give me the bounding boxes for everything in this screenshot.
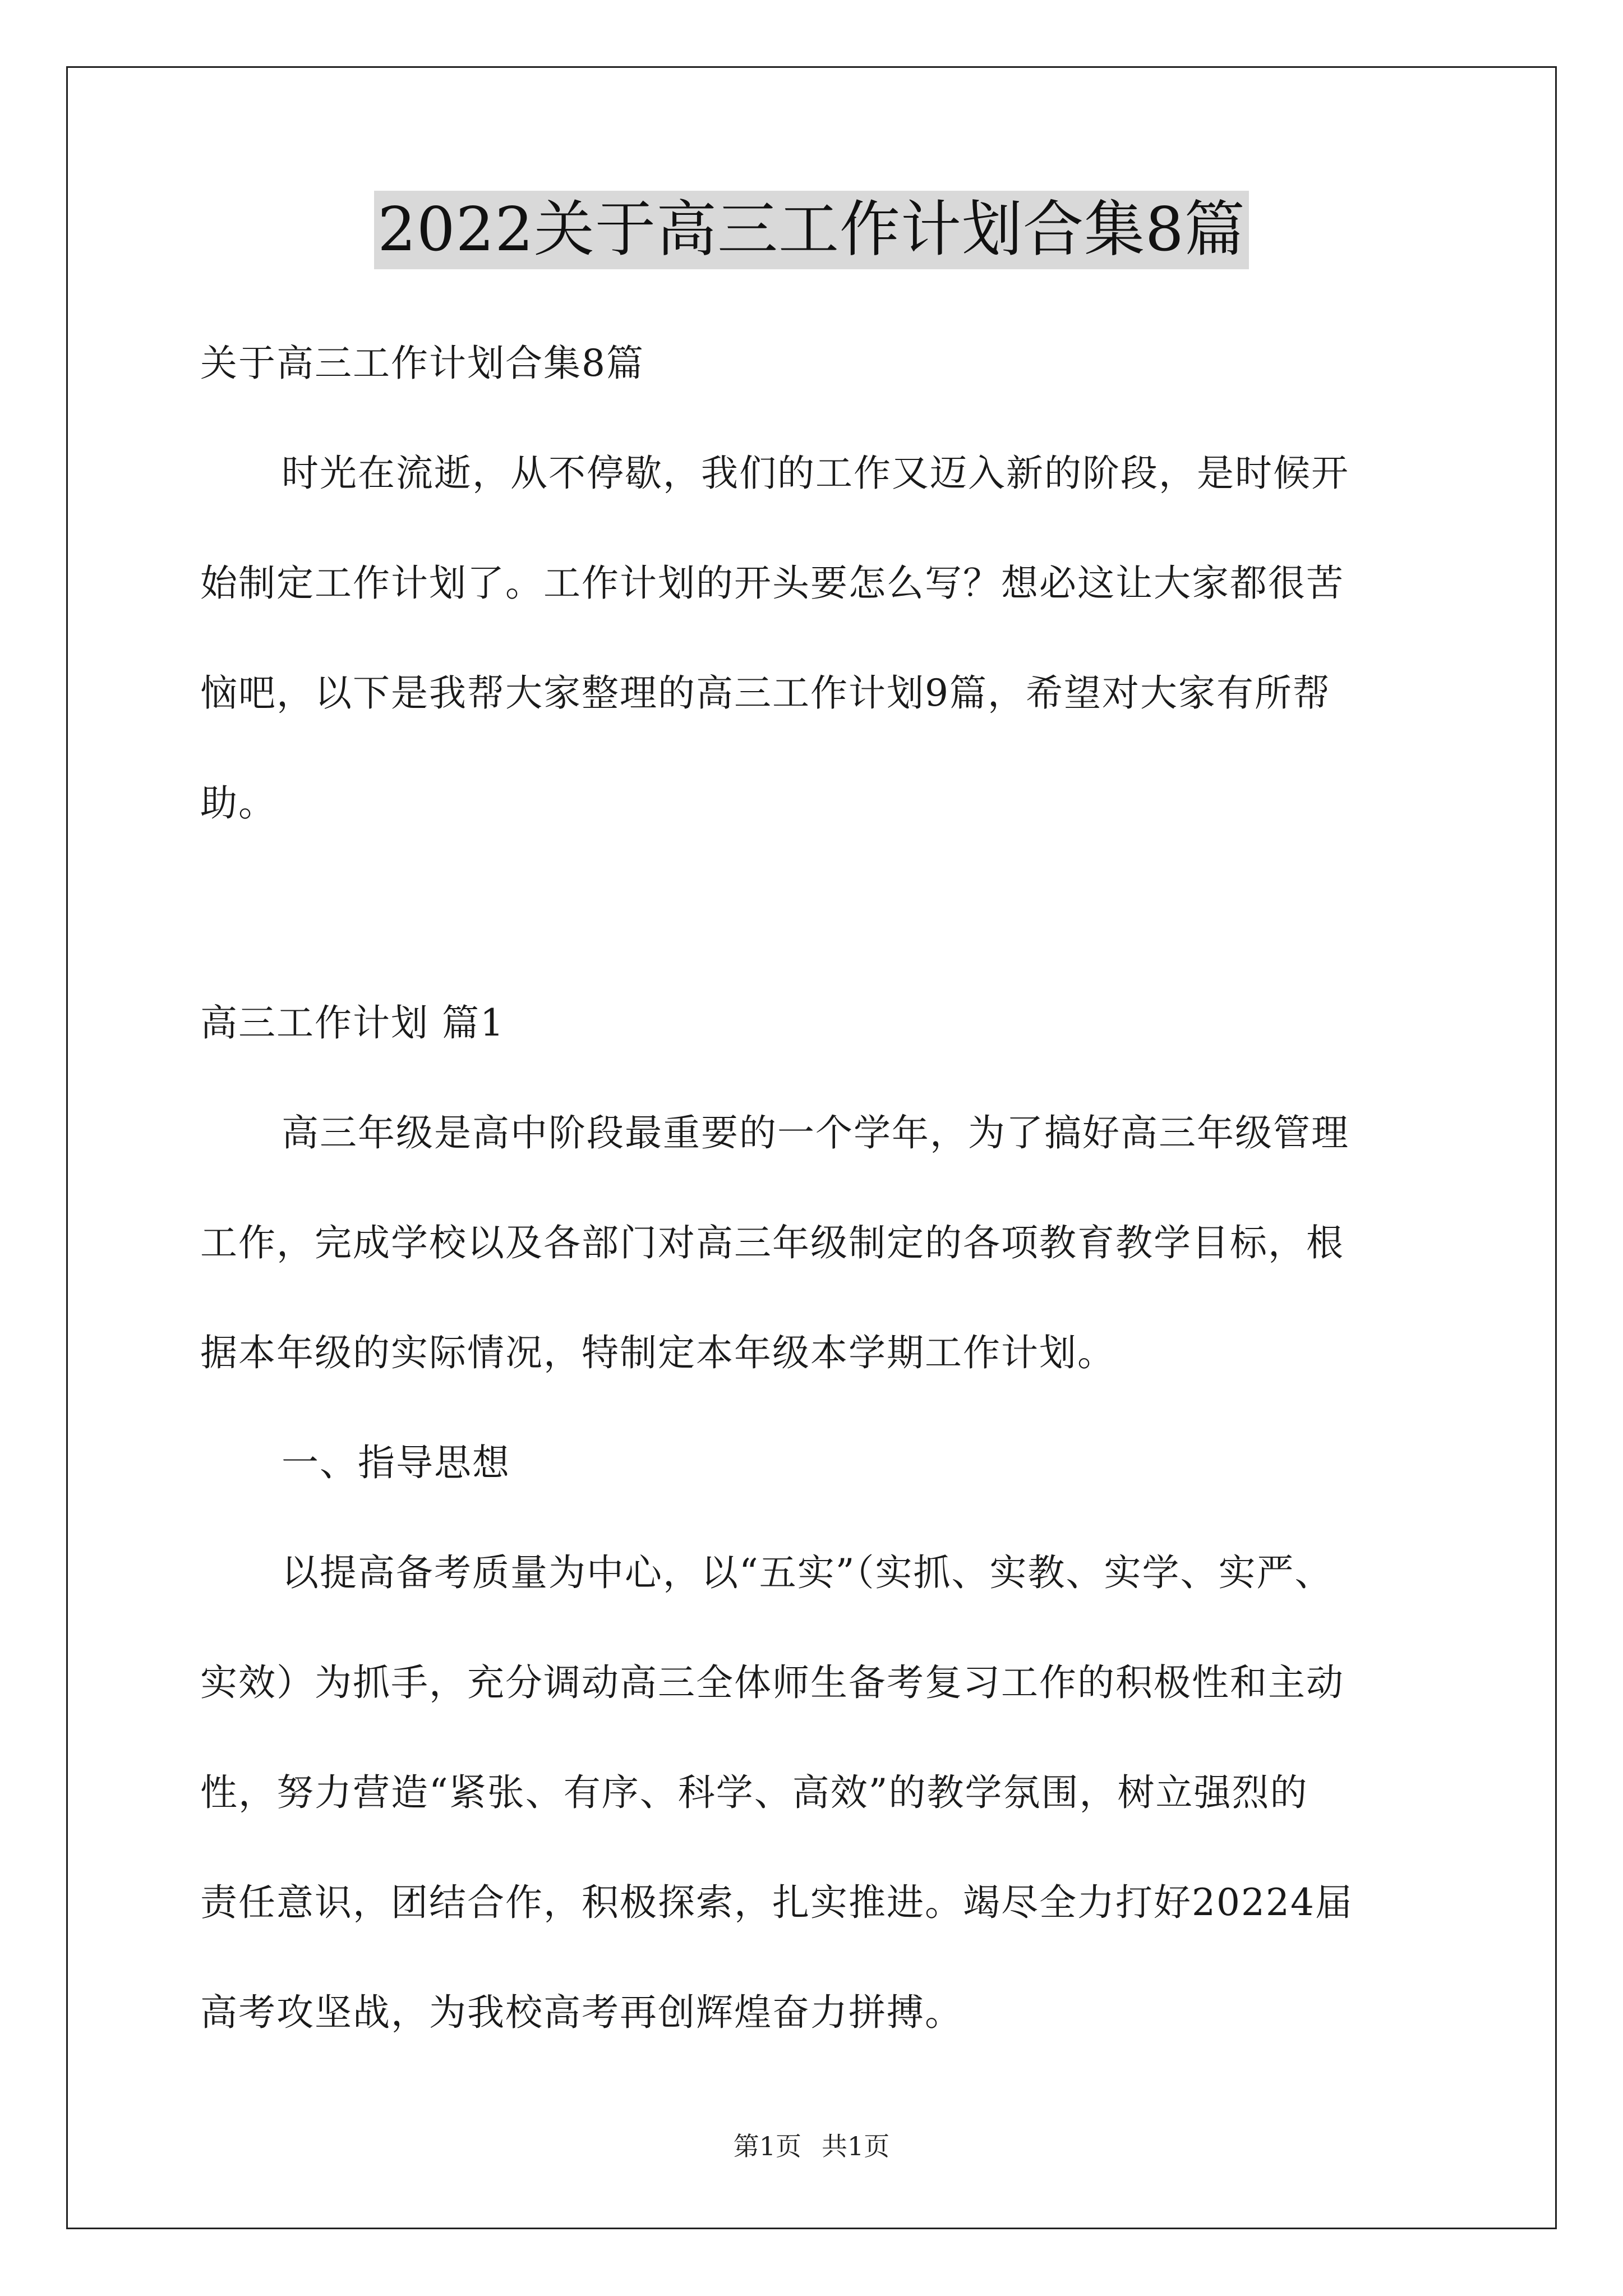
document-subtitle: 关于高三工作计划合集8篇: [200, 342, 644, 385]
document-title: 2022关于高三工作计划合集8篇: [374, 191, 1249, 269]
paragraph-line: 责任意识，团结合作，积极探索，扎实推进。竭尽全力打好20224届: [200, 1881, 1353, 1924]
page-number: 第1页: [733, 2131, 801, 2161]
intro-line: 时光在流逝，从不停歇，我们的工作又迈入新的阶段，是时候开: [282, 452, 1349, 495]
paragraph-line: 工作，完成学校以及各部门对高三年级制定的各项教育教学目标，根: [200, 1221, 1344, 1264]
paragraph-line: 高考攻坚战，为我校高考再创辉煌奋力拼搏。: [200, 1991, 963, 2034]
paragraph-line: 性，努力营造“紧张、有序、科学、高效”的教学氛围，树立强烈的: [200, 1771, 1308, 1814]
intro-line: 始制定工作计划了。工作计划的开头要怎么写？想必这让大家都很苦: [200, 562, 1344, 605]
title-area: [0, 191, 1623, 269]
paragraph-gap: [200, 858, 1428, 968]
document-body: [200, 309, 1428, 2068]
intro-line: 助。: [200, 781, 276, 825]
subheading: 一、指导思想: [282, 1441, 510, 1484]
page-total: 共1页: [822, 2131, 890, 2161]
paragraph-line: 据本年级的实际情况，特制定本年级本学期工作计划。: [200, 1331, 1115, 1374]
section-heading: 高三工作计划 篇1: [200, 1001, 505, 1045]
paragraph-line: 以提高备考质量为中心，以“五实”（实抓、实教、实学、实严、: [282, 1551, 1333, 1594]
paragraph-line: 高三年级是高中阶段最重要的一个学年，为了搞好高三年级管理: [282, 1111, 1349, 1154]
page-footer: [0, 2126, 1623, 2163]
intro-line: 恼吧，以下是我帮大家整理的高三工作计划9篇，希望对大家有所帮: [200, 671, 1331, 715]
paragraph-line: 实效）为抓手，充分调动高三全体师生备考复习工作的积极性和主动: [200, 1661, 1344, 1704]
